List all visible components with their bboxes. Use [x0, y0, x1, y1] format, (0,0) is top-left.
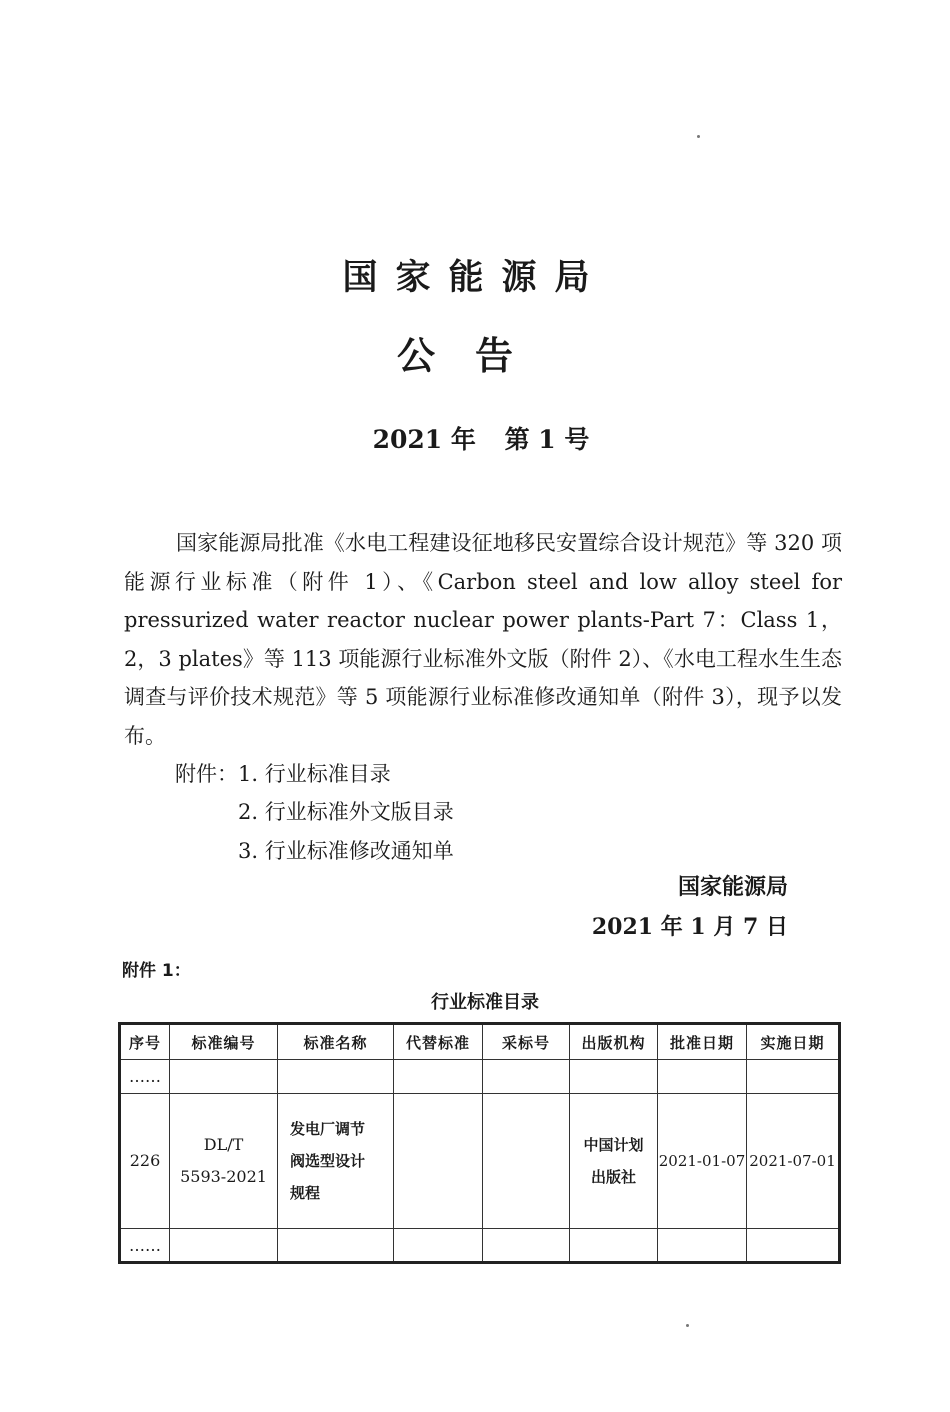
code-cell: [170, 1094, 278, 1229]
scan-speck: [697, 135, 700, 138]
issue-number: [0, 420, 950, 456]
ellipsis-cell: ……: [120, 1229, 170, 1263]
announcement-heading: 公告: [396, 334, 553, 378]
publisher-line-1: 中国计划: [583, 1136, 644, 1154]
signature-date: 2021 年 1 月 7 日: [591, 914, 788, 940]
col-header-effective: 实施日期: [747, 1024, 840, 1060]
table-row: [120, 1094, 840, 1229]
page-title: 国家能源局: [342, 258, 608, 298]
table-title: 行业标准目录: [431, 992, 539, 1013]
name-cell: [278, 1094, 394, 1229]
name-line-3: 规程: [290, 1184, 321, 1202]
table-row: [120, 1060, 840, 1094]
table-header-row: [120, 1024, 840, 1060]
announcement-body: 国家能源局批准《水电工程建设征地移民安置综合设计规范》等 320 项能源行业标准（附件 1）、《Carbon steel and low alloy steel for pressurized water reactor nuclear power plants-Part 7：Class 1，2，3 plates》等 113 项能源行业标准外文版（附件 2）、《水电工程水生生态调查与评价技术规范》等 5 项能源行业标准修改通知单（附件 3），现予以发布。: [124, 531, 842, 748]
ellipsis-cell: ……: [120, 1060, 170, 1094]
name-line-1: 发电厂调节: [290, 1120, 366, 1138]
col-header-publisher: 出版机构: [570, 1024, 658, 1060]
col-header-seq: 序号: [120, 1024, 170, 1060]
publisher-cell: [570, 1094, 658, 1229]
code-line-2: 5593-2021: [180, 1167, 267, 1186]
seq-cell: 226: [120, 1094, 170, 1229]
name-line-2: 阀选型设计: [290, 1152, 366, 1170]
col-header-name: 标准名称: [278, 1024, 394, 1060]
attachment-item-1: 附件：1. 行业标准目录: [175, 762, 391, 786]
adopted-cell: [483, 1094, 570, 1229]
attachment-item-2: 2. 行业标准外文版目录: [238, 800, 454, 824]
attachment-item-3: 3. 行业标准修改通知单: [238, 839, 454, 863]
annex-label: 附件 1：: [122, 961, 191, 981]
col-header-code: 标准编号: [170, 1024, 278, 1060]
code-line-1: DL/T: [203, 1135, 244, 1154]
col-header-approved: 批准日期: [658, 1024, 747, 1060]
issue-year: 2021 年: [372, 425, 476, 454]
table-row: [120, 1229, 840, 1263]
signature-org: 国家能源局: [677, 875, 788, 900]
effective-date-cell: 2021-07-01: [747, 1094, 840, 1229]
replaces-cell: [394, 1094, 483, 1229]
approved-date-cell: 2021-01-07: [658, 1094, 747, 1229]
issue-no: 第 1 号: [504, 425, 590, 454]
publisher-line-2: 出版社: [590, 1168, 636, 1186]
scan-speck: [686, 1324, 689, 1327]
col-header-replaces: 代替标准: [394, 1024, 483, 1060]
standards-table: [118, 1022, 841, 1264]
col-header-adopted: 采标号: [483, 1024, 570, 1060]
